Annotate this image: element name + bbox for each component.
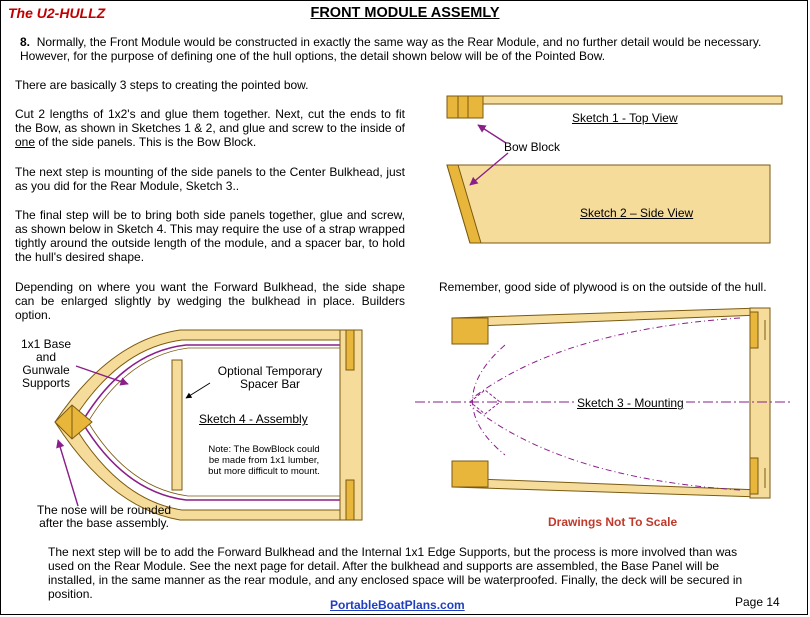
note-line1: Note: The BowBlock could <box>208 444 320 455</box>
step-bulkhead-option: Depending on where you want the Forward Bulkhead, the side shape can be enlarged slightly by wedging the bulkhead in place. Builders option. <box>15 280 405 322</box>
intro-text: Normally, the Front Module would be constructed in exactly the same way as the Rear Module, and no further detail would be necessary. However, for the purpose of defining one of the hull options, the detail shown below will be of the Pointed Bow. <box>20 35 762 63</box>
step-join-panels: The final step will be to bring both side panels together, glue and screw, as shown below in Sketch 4. This may require the use of a strap wrapped tightly around the outside length of the module, and a spacer bar, to hold the hull's desired shape. <box>15 208 405 264</box>
base-label-line1: 1x1 Base <box>20 337 72 351</box>
step-number: 8. <box>20 35 31 49</box>
base-supports-label <box>14 338 78 390</box>
plywood-note: Remember, good side of plywood is on the outside of the hull. <box>439 280 767 294</box>
step-cut-text-b: of the side panels. This is the Bow Block. <box>35 135 257 149</box>
spacer-label-line1: Optional Temporary <box>217 364 323 378</box>
spacer-label-line2: Spacer Bar <box>239 377 301 391</box>
base-label-line3: Gunwale <box>22 363 70 377</box>
bow-block-note <box>194 444 334 477</box>
page-title: FRONT MODULE ASSEMLY <box>310 5 500 21</box>
note-line2: be made from 1x1 lumber, <box>208 455 320 466</box>
footer-paragraph: The next step will be to add the Forward Bulkhead and the Internal 1x1 Edge Supports, but the process is more involved than was used on the Rear Module. See the next page for detail. After the bulkhead and supports are assembled, the Base Panel will be installed, in the same manner as the rear module, and any enclosed space will be waterproofed. Finally, the deck will be secured in position. <box>48 545 743 601</box>
step-mount-panels: The next step is mounting of the side panels to the Center Bulkhead, just as you did for the Rear Module, Sketch 3.. <box>15 165 405 193</box>
steps-intro: There are basically 3 steps to creating the pointed bow. <box>15 78 309 92</box>
sketch1-caption: Sketch 1 - Top View <box>572 111 678 125</box>
website-link[interactable]: PortableBoatPlans.com <box>330 598 465 612</box>
step-cut-emphasis: one <box>15 135 36 149</box>
nose-label-line2: after the base assembly. <box>39 516 169 530</box>
sketch2-side-view <box>447 165 770 243</box>
brand-title: The U2-HULLZ <box>8 5 106 21</box>
sketch4-caption: Sketch 4 - Assembly <box>199 412 308 426</box>
scale-note: Drawings Not To Scale <box>548 515 678 529</box>
step-cut-text-a: Cut 2 lengths of 1x2's and glue them together. Next, cut the ends to fit the Bow, as shown in Sketches 1 & 2, and glue and screw to the inside of <box>15 107 405 135</box>
note-line3: but more difficult to mount. <box>208 466 320 477</box>
sketch3-caption: Sketch 3 - Mounting <box>577 396 684 410</box>
spacer-bar-arrow <box>186 383 210 398</box>
bow-block-label: Bow Block <box>504 140 561 154</box>
sketch2-caption: Sketch 2 – Side View <box>580 206 694 220</box>
spacer-bar-label <box>208 365 332 391</box>
base-label-line2: and <box>35 350 57 364</box>
base-label-line4: Supports <box>21 376 71 390</box>
nose-label-line1: The nose will be rounded <box>36 503 172 517</box>
nose-label <box>26 504 182 530</box>
bow-block-arrow-1 <box>478 125 506 143</box>
page-number: Page 14 <box>735 595 780 609</box>
